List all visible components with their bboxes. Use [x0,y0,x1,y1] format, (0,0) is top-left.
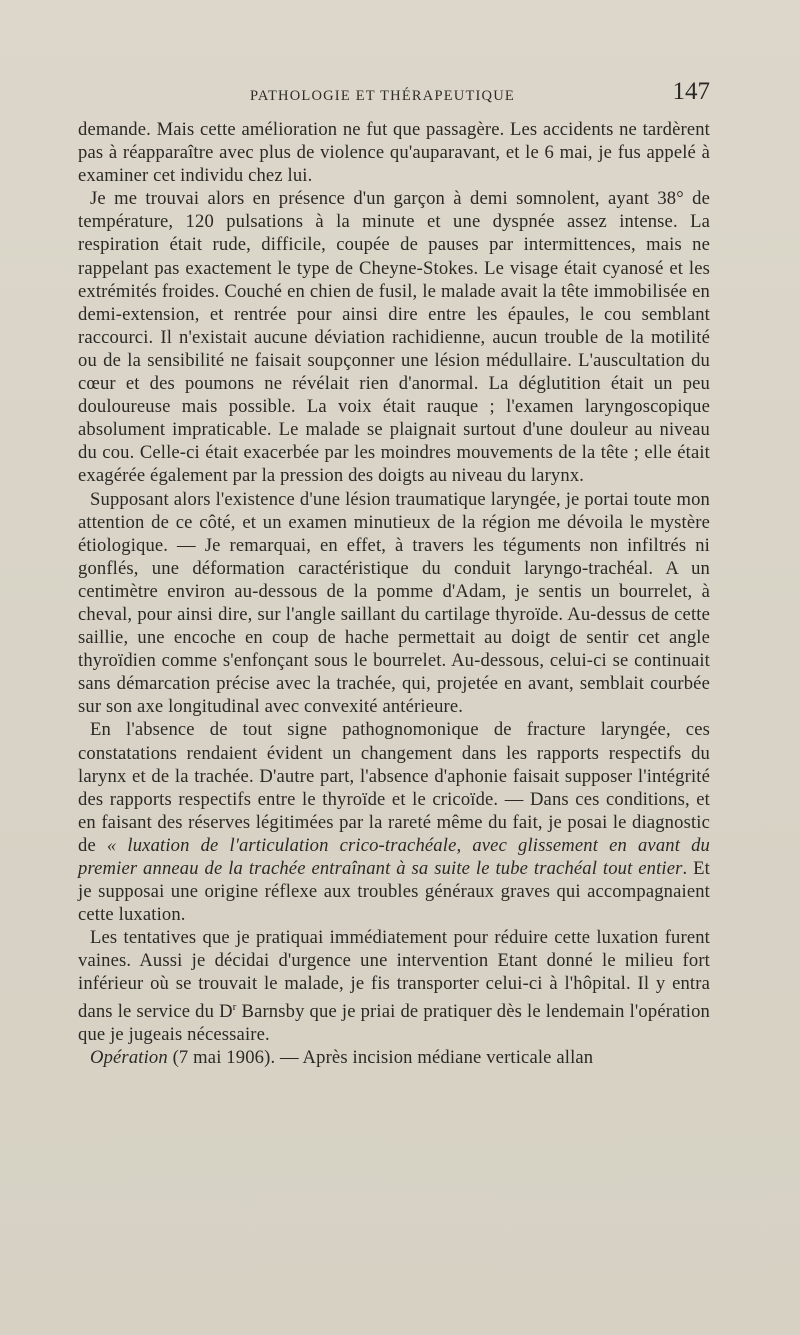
body-text [78,118,710,1069]
paragraph-treatment [78,926,710,1046]
doctor-superscript: r [232,1000,237,1013]
paragraph-examination: Je me trouvai alors en présence d'un garçon à demi somnolent, ayant 38° de température, 120 pulsations à la minute et une dyspnée assez intense. La respiration était rude, difficile, coupée de pauses par intermittences, mais ne rappelant pas exactement le type de Cheyne-Stokes. Le visage était cyanosé et les extrémités froides. Couché en chien de fusil, le malade avait la tête immobilisée en demi-extension, et rentrée pour ainsi dire entre les épaules, le cou semblant raccourci. Il n'existait aucune déviation rachidienne, aucun trouble de la motilité ou de la sensibilité ne faisait soupçonner une lésion médullaire. L'auscultation du cœur et des poumons ne révélait rien d'anormal. La déglutition était un peu douloureuse mais possible. La voix était rauque ; l'examen laryngoscopique absolument impraticable. Le malade se plaignait surtout d'une douleur au niveau du cou. Celle-ci était exacerbée par les moindres mouvements de la tête ; elle était exagérée également par la pression des doigts au niveau du larynx. [78,188,710,487]
page-header [78,78,710,112]
diagnosis-intro: En l'absence de tout signe pathognomonique de fracture laryngée, ces constatations rendaient évident un changement dans les rapports respectifs du larynx et de la trachée. D'autre part, l'absence d'aphonie faisait supposer l'intégrité des rapports respectifs entre le thyroïde et le cricoïde. — Dans ces conditions, et en faisant des réserves légitimées par la rareté même du fait, je posai le diagnostic de [78,719,710,856]
operation-label: Opération [90,1046,168,1068]
paragraph-operation [78,1046,710,1069]
diagnosis-italic: « luxation de l'articulation crico-trachéale, avec glissement en avant du premier anneau de la trachée entraînant à sa suite le tube trachéal tout entier [78,834,710,879]
diagnosis-tail: . Et je supposai une origine réflexe aux troubles généraux graves qui accompagnaient cette luxation. [78,858,711,926]
paragraph-continuation: demande. Mais cette amélioration ne fut que passagère. Les accidents ne tardèrent pas à réapparaître avec plus de violence qu'auparavant, et le 6 mai, je fus appelé à examiner cet individu chez lui. [78,119,710,187]
operation-text: (7 mai 1906). — Après incision médiane verticale allan [167,1046,594,1068]
treatment-text: Les tentatives que je pratiquai immédiatement pour réduire cette luxation furent vaines. Aussi je décidai d'urgence une intervention Etant donné le milieu fort inférieur où se trouvait le malade, je fis transporter celui-ci à l'hôpital. Il y entra dans le service du D [78,927,710,1022]
page-number: 147 [672,78,710,105]
paragraph-palpation: Supposant alors l'existence d'une lésion traumatique laryngée, je portai toute mon attention de ce côté, et un examen minutieux de la région me dévoila le mystère étiologique. — Je remarquai, en effet, à travers les téguments non infiltrés ni gonflés, une déformation caractéristique du conduit laryngo-trachéal. A un centimètre environ au-dessous de la pomme d'Adam, je sentis un bourrelet, à cheval, pour ainsi dire, sur l'angle saillant du cartilage thyroïde. Au-dessus de cette saillie, une encoche en coup de hache permettait au doigt de sentir cet angle thyroïdien comme s'enfonçant sous le bourrelet. Au-dessous, celui-ci se continuait sans démarcation précise avec la trachée, qui, projetée en avant, semblait courbée sur son axe longitudinal avec convexité antérieure. [78,488,710,718]
paragraph-diagnosis [78,718,710,926]
treatment-text-end: Barnsby que je priai de pratiquer dès le lendemain l'opération que je jugeais nécessaire. [78,1000,710,1045]
running-head: PATHOLOGIE ET THÉRAPEUTIQUE [250,88,515,104]
